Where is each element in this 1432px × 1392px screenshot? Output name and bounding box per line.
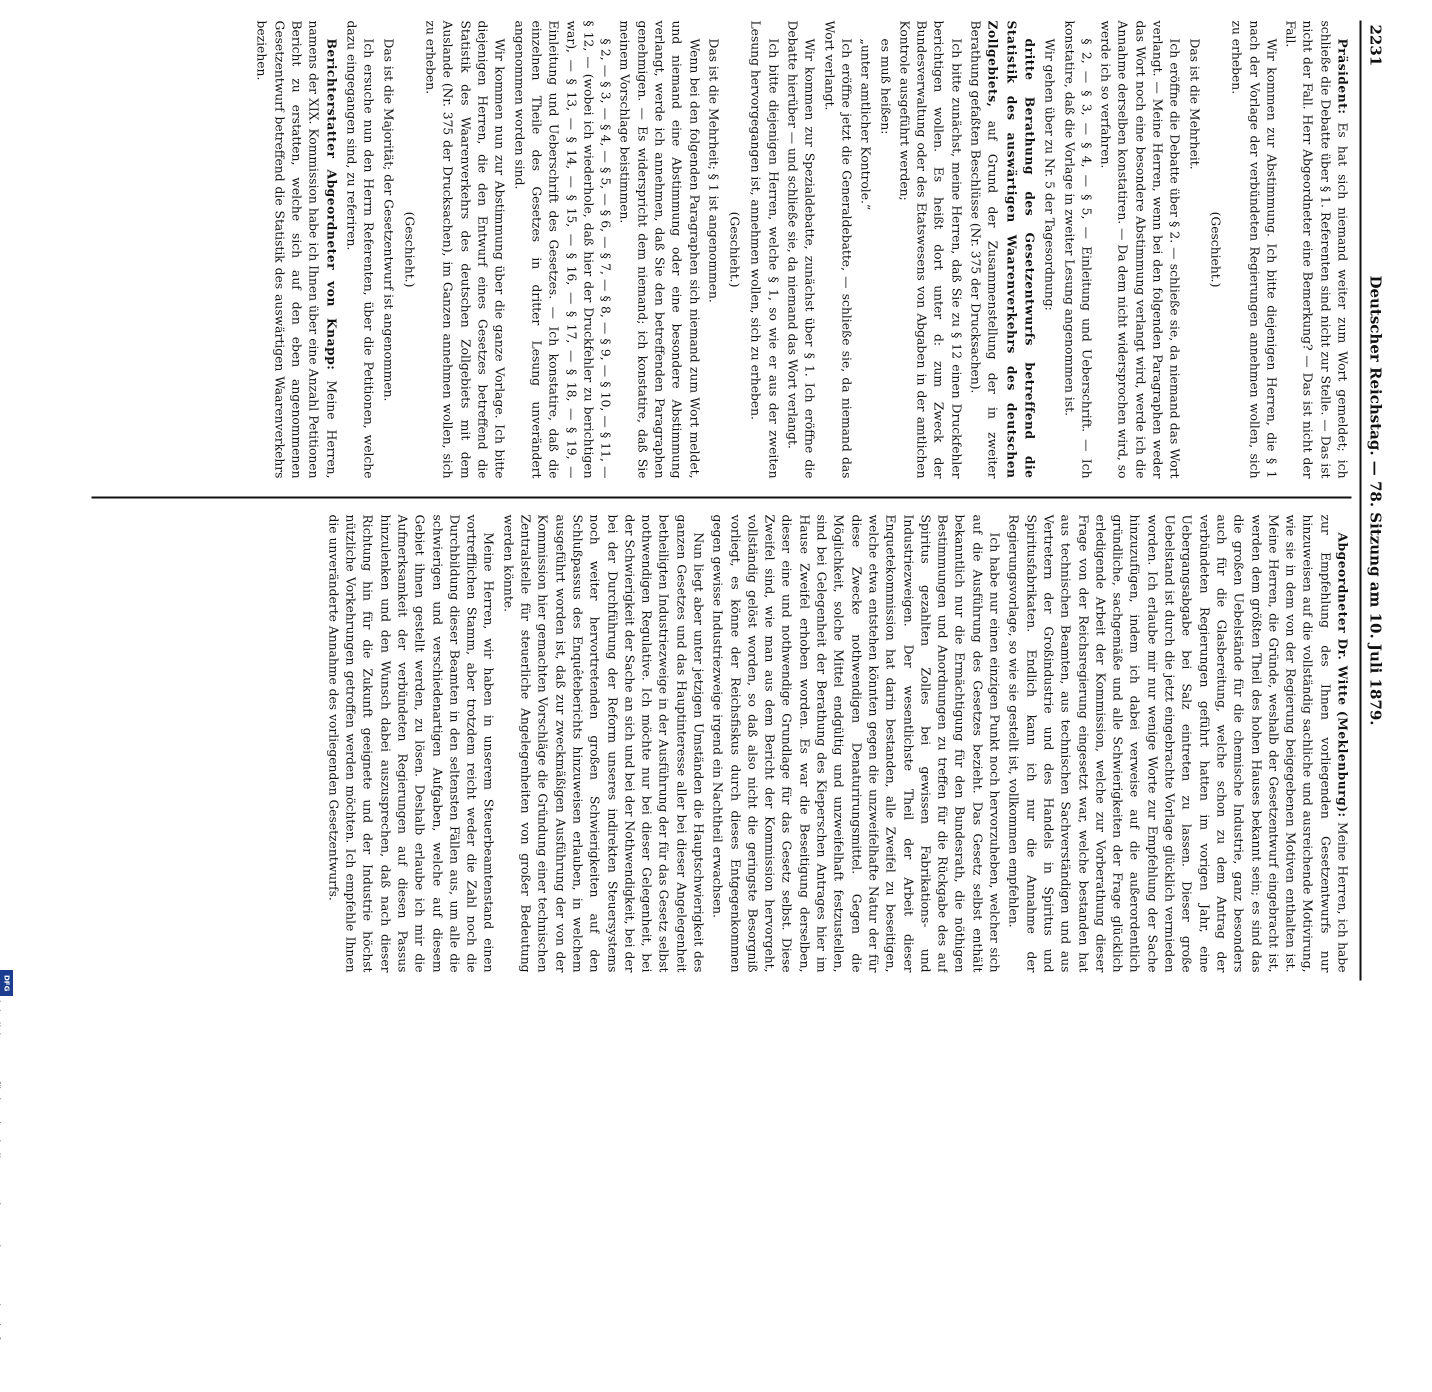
paragraph-text: „unter amtlicher Kontrole.“ (858, 38, 873, 211)
paragraph (379, 21, 396, 479)
paragraph (342, 21, 377, 479)
credit-text (0, 992, 2, 1392)
paragraph-text: Wir kommen zur Spezialdebatte, zunächst über § 1. Ich eröffne die Debatte hierüber — und schließe sie, da niemand das Wort verlangt. (785, 20, 817, 479)
paragraph (1040, 21, 1057, 479)
paragraph-text: Das ist die Mehrheit. (1187, 38, 1202, 170)
paragraph-text: (Geschieht.) (727, 211, 742, 288)
paragraph-text: (Geschieht.) (1208, 211, 1223, 288)
paragraph-text: (Geschieht.) (402, 211, 417, 288)
stage-direction (725, 21, 742, 479)
text-column-right (82, 515, 1352, 973)
paragraph-text: Meine Herren, namens der XIX. Kommission habe ich Ihnen über eine Anzahl Petitionen Bericht zu erstatten, welche sich auf den eben angenommenen Gesetzentwurf betreffend die Statistik des auswärtigen Waarenverkehrs beziehen. (254, 20, 339, 479)
paragraph (1096, 21, 1182, 479)
paragraph-text: Meine Herren, wir haben in unserem Steuerbeamtenstand einen vortrefflichen Stamm, aber trotzdem reicht weder die Zahl noch die Durchbildung dieser Beamten in den seltensten Fällen aus, um alle die schwierigen und verschiedenartigen Aufgaben, welche auf diesem Gebiet ihnen gestellt werden, zu lösen. Deshalb erlaube ich mir die Aufmerksamkeit der verbündeten Regierungen auf diesen Passus hinzulenken und den Wunsch dabei auszusprechen, daß nach dieser Richtung hin für die Zukunft geeignete und der Industrie höchst nützliche Vorkehrungen getroffen werden möchten. Ich empfehle Ihnen die unveränderte Annahme des vorliegenden Gesetzentwurfs. (326, 514, 496, 973)
agenda-item-title: dritte Berathung des Gesetzentwurfs betreffend die Statistik des auswärtigen Waarenverkehrs des deutschen Zollgebiets, (985, 20, 1038, 479)
speaker-name: Berichterstatter Abgeordneter von Knapp: (324, 38, 340, 371)
paragraph (253, 21, 340, 479)
paragraph-text: Wenn bei den folgenden Paragraphen sich niemand zum Wort meldet, und niemand eine Abstimmung oder eine besondere Abstimmung verlangt, werde ich annehmen, daß Sie den betreffenden Paragraphen genehmigen. — Es widerspricht dem niemand; ich konstatire, daß Sie meinem Vorschlage beistimmen. (617, 20, 702, 479)
dfg-logo: DFG (0, 970, 13, 996)
paragraph-text: Wir gehen über zu Nr. 5 der Tagesordnung: (1042, 38, 1057, 311)
stage-direction (1206, 21, 1223, 479)
paragraph (820, 21, 855, 479)
page-header (1360, 21, 1388, 981)
column-divider (92, 497, 1352, 499)
paragraph-text: Wir kommen zur Abstimmung. Ich bitte diejenigen Herren, die § 1 nach der Vorlage der verbündeten Regierungen annehmen wollen, sich zu erheben. (1229, 20, 1279, 479)
speaker-name: Abgeordneter Dr. Witte (Meklenburg): (1335, 532, 1351, 818)
paragraph (324, 515, 497, 973)
paragraph-text: Das ist die Mehrheit; § 1 ist angenommen. (706, 38, 721, 303)
paragraph-text: Das ist die Majorität; der Gesetzentwurf ist angenommen. (381, 38, 396, 402)
paragraph-text: § 2, — § 3, — § 4, — § 5, — Einleitung und Ueberschrift. — Ich konstatire, daß die Vorlage in zweiter Lesung angenommen ist. (1062, 20, 1094, 479)
paragraph-text: Ich eröffne jetzt die Generaldebatte, — schließe sie, da niemand das Wort verlangt. (822, 20, 854, 479)
paragraph (616, 21, 702, 479)
paragraph-text: Ich habe nur einen einzigen Punkt noch hervorzuheben, welcher sich auf die Ausführung des Gesetzes bezieht. Das Gesetz selbst enthält bekanntlich nur die Ermächtigung für den Bundesrath, die nöthigen Bestimmungen und Anordnungen zu treffen für die Rückgabe des auf Spiritus gezahlten Zolles bei gewissen Fabrikations- und Industriezweigen. Der wesentlichste Theil der Arbeit dieser Enquetekommission hat darin bestanden, alle Zweifel zu beseitigen, welche etwa entstehen könnten gegen die unzweifelhafte Natur der für diese Zwecke nothwendigen Denaturirungsmittel. Gegen die Möglichkeit, solche Mittel endgültig und unzweifelhaft festzustellen, sind bei Gelegenheit der Berathung des Kieperschen Antrages hier im Hause Zweifel erhoben worden. Es war die Beseitigung derselben, dieser eine und nothwendige Grundlage für das Gesetz selbst. Diese Zweifel sind, wie man aus dem Bericht der Kommission hervorgeht, vollständig gelöst worden, so daß also nicht die geringste Besorgniß vorliegt, es könne der Reichsfiskus durch dieses Entgegenkommen gegen gewisse Industriezweige irgend ein Nachtheil erwachsen. (710, 514, 1002, 973)
page-title: Deutscher Reichstag. — 78. Sitzung am 10. Juli 1879. (1366, 275, 1385, 726)
paragraph-text: Ich eröffne die Debatte über § 2. — schließe sie, da niemand das Wort verlangt. — Meine Herren, wenn bei den folgenden Paragraphen weder das Wort noch eine besondere Abstimmung verlangt wird, werde ich die Annahme derselben konstatiren. — Da dem nicht widersprochen wird, so werde ich so verfahren. (1098, 20, 1182, 479)
paragraph (510, 21, 614, 479)
digitization-credit (0, 600, 14, 1000)
paragraph (1281, 21, 1351, 479)
paragraph-text: auf Grund der Zusammenstellung der in zweiter Berathung gefaßten Beschlüsse (Nr. 375 der Drucksachen). (968, 20, 1000, 479)
paragraph-text: Ich bitte diejenigen Herren, welche § 1, so wie er aus der zweiten Lesung hervorgegangen ist, annehmen wollen, sich zu erheben. (749, 20, 781, 479)
paragraph (895, 21, 964, 479)
paragraph-text: Ich bitte zunächst, meine Herren, daß Sie zu § 12 einen Druckfehler berichtigen wollen. Es heißt dort unter d: zum Zweck der Bundesverwaltung oder des Etatswesens von Abgaben in der amtlichen Kontrole ausgeführt werden; (897, 20, 964, 479)
paragraph (1060, 21, 1095, 479)
paragraph-text: Ich ersuche nun den Herrn Referenten, über die Petitionen, welche dazu eingegangen sind, zu referiren. (344, 20, 376, 479)
paragraph (421, 21, 507, 479)
paragraph (876, 21, 893, 479)
paragraph (499, 515, 707, 973)
speaker-name: Präsident: (1335, 38, 1351, 115)
paragraph-text: Nun liegt aber unter jetzigen Umständen die Hauptschwierigkeit des ganzen Gesetzes und das Hauptinteresse aller bei dieser Angelegenheit betheiligten Industriezweige in der Ausführung der für das Gesetz selbst nothwendigen Regulative. Ich möchte nur bei dieser Gelegenheit, bei der Schwierigkeit der Sache an sich und bei der Nothwendigkeit, bei der bei der Durchführung der Reform unseres indirekten Steuersystems noch weiter hervortretenden großen Schwierigkeiten auf den Schlußpassus des Enquêteberichts hinzuweisen erlauben, in welchem ausgeführt worden ist, daß zur zweckmäßigen Ausführung der von der Kommission hier gemachten Vorschläge die Gründung einer technischen Zentralstelle für steuerliche Angelegenheiten von großer Bedeutung werden könnte. (501, 514, 706, 973)
paragraph (1185, 21, 1202, 479)
paragraph-text: Wir kommen nun zur Abstimmung über die ganze Vorlage. Ich bitte diejenigen Herren, die den Entwurf eines Gesetzes betreffend die Statistik des Waarenverkehrs des deutschen Zollgebiets mit dem Auslande (Nr. 375 der Drucksachen), im Ganzen annehmen wollen, sich zu erheben. (423, 20, 507, 479)
stage-direction (400, 21, 417, 479)
paragraph (966, 21, 1038, 479)
paragraph (1005, 515, 1352, 973)
text-column-left (82, 21, 1352, 479)
paragraph (1227, 21, 1279, 479)
paragraph (704, 21, 721, 479)
paragraph (856, 21, 873, 479)
rotated-page-content (73, 21, 1388, 981)
page-number: 2231 (1366, 24, 1385, 67)
paragraph (747, 21, 782, 479)
paragraph-text: § 2, — § 3, — § 4, — § 5, — § 6, — § 7, — § 8, — § 9, — § 10, — § 11, — § 12, — (wobei ich wiederhole, daß hier der Druckfehler zu berichtigen war), — § 13, — § 14, — § 15, — § 16, — § 17, — § 18, — § 19, — Einleitung und Ueberschrift des Gesetzes. — Ich konstatire, daß die einzelnen Theile des Gesetzes in dritter Lesung unverändert angenommen worden sind. (512, 20, 613, 479)
paragraph (783, 21, 818, 479)
paragraph-text: Es hat sich niemand weiter zum Wort gemeldet; ich schließe die Debatte über § 1. Referenten sind nicht zur Stelle. — Das ist nicht der Fall. Herr Abgeordneter eine Bemerkung? — Das ist nicht der Fall. (1283, 20, 1350, 479)
paragraph (709, 515, 1003, 973)
paragraph-text: Meine Herren, ich habe zur Empfehlung des Ihnen vorliegenden Gesetzentwurfs nur hinzuweisen auf die vollständig sachliche und ausreichende Motivirung, wie sie in dem von der Regierung beigegebenen Motiven enthalten ist. Meine Herren, die Gründe, weshalb der Gesetzentwurf eingebracht ist, werden dem größten Theil des hohen Hauses bekannt sein; es sind das die großen Uebelstände für die chemische Industrie, ganz besonders auch für die Glasbereitung, welche schon zu dem Antrag der verbündeten Regierungen geführt hatten im vorigen Jahr, eine Uebergangsabgabe bei Salz eintreten zu lassen. Dieser große Uebelstand ist durch die jetzt eingebrachte Vorlage glücklich vermieden worden. Ich erlaube mir nur wenige Worte zur Empfehlung der Sache hinzuzufügen, indem ich dabei verweise auf die außerordentlich gründliche, sachgemäße und alle Schwierigkeiten der Frage glücklich erledigende Arbeit der Kommission, welche zur Vorberathung dieser Frage von der Reichsregierung eingesetzt war, welche bestanden hat aus technischen Beamten, aus technischen Sachverständigen und aus Vertretern der Großindustrie und des Handels in Spiritus und Spiritusfabrikaten. Endlich kann ich nur die Annahme der Regierungsvorlage, so wie sie gestellt ist, vollkommen empfehlen. (1006, 514, 1350, 973)
paragraph-text: es muß heißen: (878, 38, 893, 135)
